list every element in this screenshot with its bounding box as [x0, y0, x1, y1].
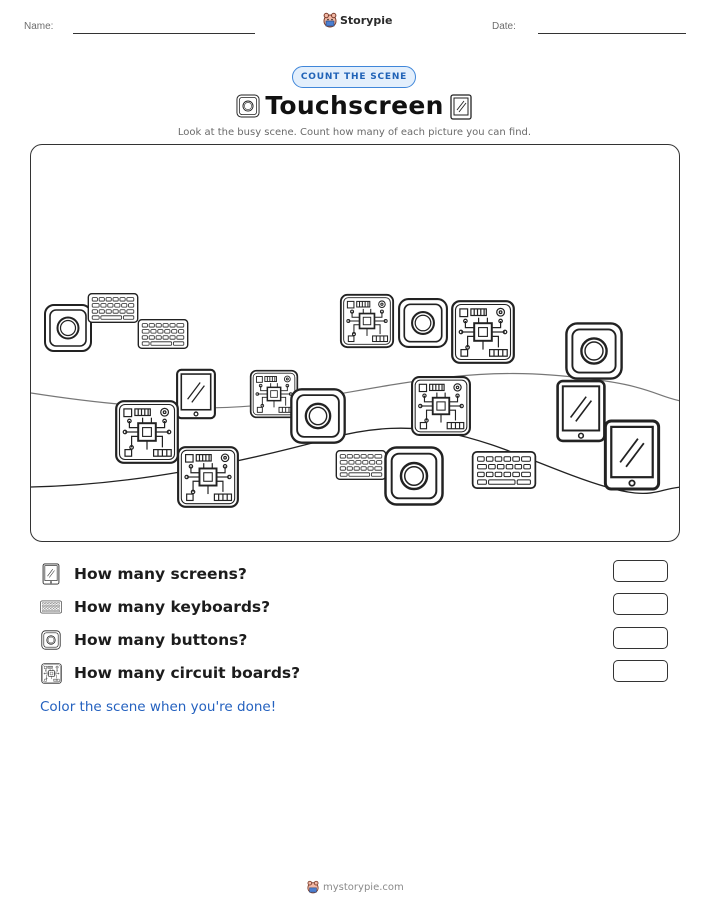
button-icon — [563, 321, 625, 381]
keyboard-icon — [137, 317, 189, 351]
question-text: How many buttons? — [74, 631, 248, 649]
circuit-board-icon — [40, 662, 62, 684]
answer-box-circuit-boards[interactable] — [613, 660, 668, 682]
name-line[interactable] — [73, 33, 255, 34]
brand-logo — [323, 12, 392, 28]
circuit-board-icon — [114, 399, 180, 465]
screen-icon — [602, 418, 662, 492]
date-line[interactable] — [538, 33, 686, 34]
count-the-scene-badge: COUNT THE SCENE — [292, 66, 416, 88]
question-keyboards — [40, 594, 270, 620]
keyboard-icon — [87, 290, 139, 326]
screen-icon — [450, 94, 472, 120]
footer — [307, 880, 404, 894]
circuit-board-icon — [409, 375, 473, 437]
screen-icon — [175, 367, 217, 421]
circuit-board-icon — [175, 445, 241, 509]
button-icon — [40, 629, 62, 651]
keyboard-icon — [471, 447, 537, 493]
circuit-board-icon — [339, 293, 395, 349]
circuit-board-icon — [449, 299, 517, 365]
screen-icon — [555, 377, 607, 445]
button-icon — [288, 387, 348, 445]
instructions: Look at the busy scene. Count how many of each picture you can find. — [177, 127, 532, 138]
date-label: Date: — [492, 21, 516, 32]
answer-box-buttons[interactable] — [613, 627, 668, 649]
storypie-mascot-icon — [307, 880, 319, 894]
name-label: Name: — [24, 21, 54, 32]
button-icon — [383, 445, 445, 507]
keyboard-icon — [40, 596, 62, 618]
question-text: How many keyboards? — [74, 598, 271, 616]
busy-scene — [30, 144, 680, 542]
storypie-mascot-icon — [323, 12, 337, 28]
button-icon — [43, 303, 93, 353]
answer-box-keyboards[interactable] — [613, 593, 668, 615]
question-circuit-boards — [40, 660, 300, 686]
question-text: How many circuit boards? — [74, 664, 301, 682]
question-buttons — [40, 627, 247, 653]
screen-icon — [40, 563, 62, 585]
brand-name: Storypie — [340, 13, 393, 27]
footer-url: mystorypie.com — [323, 881, 404, 893]
question-text: How many screens? — [74, 565, 247, 583]
answer-box-screens[interactable] — [613, 560, 668, 582]
button-icon — [397, 297, 449, 349]
closing-note: Color the scene when you're done! — [40, 699, 277, 715]
question-screens — [40, 561, 247, 587]
page-title: Touchscreen — [265, 91, 444, 120]
keyboard-icon — [335, 447, 387, 483]
